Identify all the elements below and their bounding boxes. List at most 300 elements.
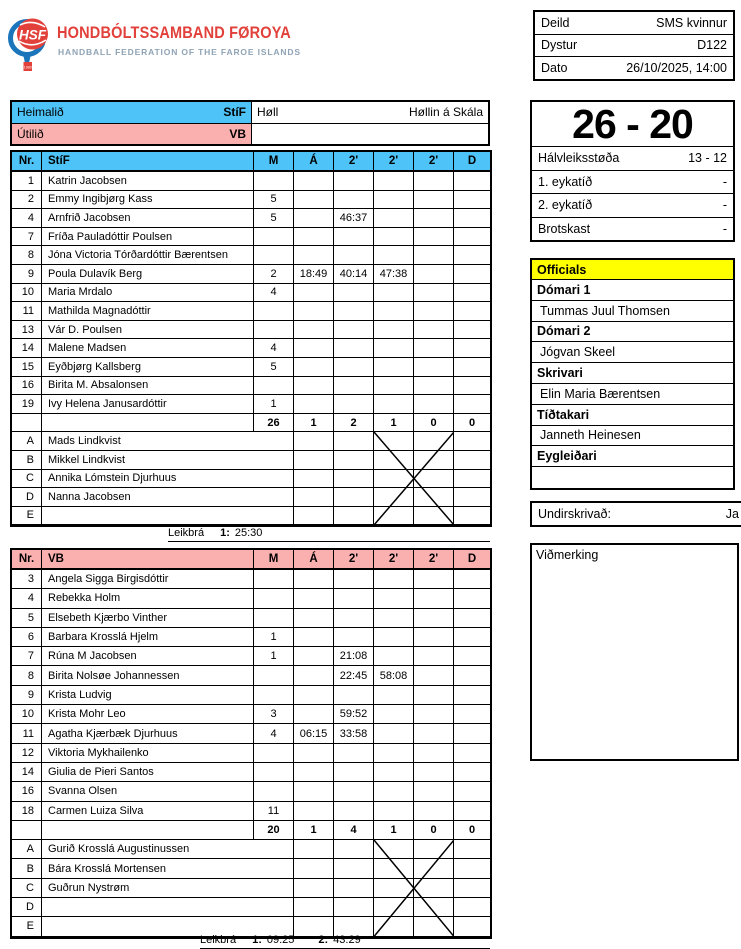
player-number: 15: [12, 358, 42, 376]
player-stat: [334, 191, 374, 209]
bench-stat: [414, 840, 454, 858]
player-stat: [334, 589, 374, 607]
bench-stat: [454, 917, 490, 935]
player-stat: [294, 339, 334, 357]
player-stat: [454, 589, 490, 607]
player-stat: [374, 246, 414, 264]
player-stat: [454, 172, 490, 190]
player-stat: [414, 609, 454, 627]
leikbra-half1-value: 09:25: [266, 934, 295, 946]
player-stat: [414, 377, 454, 395]
player-name: Vár D. Poulsen: [42, 321, 254, 339]
player-stat: [294, 763, 334, 781]
player-stat: [334, 782, 374, 800]
bench-name: Mikkel Lindkvist: [42, 451, 294, 469]
info-label: Deild: [541, 15, 570, 30]
player-name: Jóna Victoria Tórðardóttir Bærentsen: [42, 246, 254, 264]
official-role: Tíðtakari: [532, 405, 733, 426]
bench-stat: [374, 470, 414, 488]
player-stat: 1: [254, 647, 294, 665]
player-number: 6: [12, 628, 42, 646]
player-stat: [454, 628, 490, 646]
info-value: 26/10/2025, 14:00: [626, 60, 727, 75]
player-stat: [294, 705, 334, 723]
player-stat: [294, 395, 334, 413]
player-stat: [374, 339, 414, 357]
column-header: 2': [374, 152, 414, 170]
player-row: [12, 358, 490, 377]
player-stat: [294, 666, 334, 684]
player-row: [12, 321, 490, 340]
player-number: 8: [12, 666, 42, 684]
player-stat: [334, 339, 374, 357]
player-stat: [454, 724, 490, 742]
player-stat: [454, 191, 490, 209]
player-stat: [414, 647, 454, 665]
player-stat: 5: [254, 209, 294, 227]
table-header-row: [12, 550, 490, 570]
player-row: [12, 339, 490, 358]
bench-stat: [454, 451, 490, 469]
column-header: StíF: [42, 152, 254, 170]
player-stat: [454, 358, 490, 376]
bench-stat: [294, 840, 334, 858]
bench-stat: [374, 898, 414, 916]
leikbra-label: Leikbrá: [200, 934, 237, 946]
player-stat: 5: [254, 191, 294, 209]
player-stat: [374, 570, 414, 588]
player-name: Krista Mohr Leo: [42, 705, 254, 723]
player-number: 16: [12, 782, 42, 800]
player-stat: [254, 570, 294, 588]
totals-empty: [12, 821, 42, 839]
bench-row: [12, 859, 490, 878]
player-stat: [334, 570, 374, 588]
player-stat: [454, 570, 490, 588]
teams-block: [10, 100, 490, 146]
player-stat: [294, 228, 334, 246]
player-stat: [254, 744, 294, 762]
score-row-value: -: [722, 174, 727, 189]
player-number: 14: [12, 339, 42, 357]
player-stat: [334, 763, 374, 781]
player-row: [12, 284, 490, 303]
player-stat: [414, 321, 454, 339]
totals-value: 2: [334, 414, 374, 432]
player-number: 14: [12, 763, 42, 781]
player-stat: 2: [254, 265, 294, 283]
player-stat: [294, 744, 334, 762]
player-stat: 5: [254, 358, 294, 376]
player-stat: [334, 228, 374, 246]
signed-box: [530, 501, 741, 527]
player-name: Maria Mrdalo: [42, 284, 254, 302]
official-role: Dómari 2: [532, 322, 733, 343]
player-stat: [294, 246, 334, 264]
column-header: 2': [374, 550, 414, 568]
player-stat: [294, 377, 334, 395]
score-row: [532, 218, 733, 241]
hall-label: Høll: [257, 105, 279, 120]
bench-stat: [374, 879, 414, 897]
org-name: HONDBÓLTSSAMBAND FØROYA: [57, 24, 291, 42]
player-stat: [254, 172, 294, 190]
player-stat: [414, 744, 454, 762]
bench-letter: E: [12, 507, 42, 525]
player-stat: [294, 570, 334, 588]
signed-label: Undirskrivað:: [538, 507, 611, 521]
player-name: Rúna M Jacobsen: [42, 647, 254, 665]
bench-stat: [454, 488, 490, 506]
player-number: 4: [12, 589, 42, 607]
away-team-name: VB: [229, 126, 246, 141]
player-stat: [334, 246, 374, 264]
player-stat: [374, 209, 414, 227]
player-table-home-stif: [10, 150, 492, 527]
player-stat: 22:45: [334, 666, 374, 684]
away-team-row: [12, 124, 488, 145]
bench-stat: [414, 488, 454, 506]
bench-stat: [334, 470, 374, 488]
player-stat: [414, 802, 454, 820]
player-stat: [334, 377, 374, 395]
score-panel: [530, 100, 735, 242]
bench-name: Bára Krosslá Mortensen: [42, 859, 294, 877]
player-stat: [254, 666, 294, 684]
player-stat: [454, 339, 490, 357]
bench-stat: [374, 507, 414, 525]
player-stat: [454, 782, 490, 800]
player-stat: [254, 782, 294, 800]
leikbra-half1-key: 1:: [252, 934, 262, 946]
player-stat: 4: [254, 284, 294, 302]
officials-title: Officials: [532, 260, 733, 280]
bench-stat: [334, 917, 374, 935]
player-stat: [414, 265, 454, 283]
totals-value: 26: [254, 414, 294, 432]
player-row: [12, 686, 490, 705]
bench-letter: E: [12, 917, 42, 935]
bench-name: Mads Lindkvist: [42, 432, 294, 450]
player-number: 16: [12, 377, 42, 395]
bench-stat: [334, 840, 374, 858]
home-team-row: [12, 102, 488, 124]
totals-empty: [12, 414, 42, 432]
official-name: Jógvan Skeel: [532, 342, 733, 363]
player-table-away-vb: [10, 548, 492, 939]
player-stat: [294, 802, 334, 820]
official-role: Eygleiðari: [532, 446, 733, 467]
score-row-label: Hálvleiksstøða: [538, 151, 620, 166]
player-row: [12, 744, 490, 763]
bench-stat: [374, 488, 414, 506]
player-stat: 18:49: [294, 265, 334, 283]
table-header-row: [12, 152, 490, 172]
player-stat: [454, 209, 490, 227]
bench-name: [42, 507, 294, 525]
score-row-label: 2. eykatíð: [538, 198, 593, 213]
player-stat: [414, 686, 454, 704]
score-row-value: -: [722, 222, 727, 237]
player-name: Mathilda Magnadóttir: [42, 302, 254, 320]
player-stat: [414, 191, 454, 209]
column-header: 2': [414, 550, 454, 568]
player-stat: [334, 358, 374, 376]
player-stat: [254, 302, 294, 320]
player-stat: [254, 228, 294, 246]
player-name: Giulia de Pieri Santos: [42, 763, 254, 781]
bench-row: [12, 840, 490, 859]
player-row: [12, 265, 490, 284]
player-stat: [334, 321, 374, 339]
player-stat: [454, 763, 490, 781]
info-value: D122: [697, 38, 727, 53]
player-stat: [294, 302, 334, 320]
column-header: Nr.: [12, 152, 42, 170]
player-stat: [294, 628, 334, 646]
player-stat: [254, 321, 294, 339]
official-role: Dómari 1: [532, 280, 733, 301]
bench-stat: [414, 917, 454, 935]
player-name: Arnfrið Jacobsen: [42, 209, 254, 227]
player-stat: [454, 284, 490, 302]
bench-letter: D: [12, 898, 42, 916]
info-value: SMS kvinnur: [656, 15, 727, 30]
player-stat: [414, 724, 454, 742]
player-stat: [414, 705, 454, 723]
player-name: Birita Nolsøe Johannessen: [42, 666, 254, 684]
player-stat: [454, 609, 490, 627]
column-header: 2': [334, 550, 374, 568]
totals-value: 1: [374, 821, 414, 839]
hsf-federation-logo: [8, 11, 54, 75]
player-stat: [454, 666, 490, 684]
bench-stat: [294, 470, 334, 488]
bench-letter: A: [12, 432, 42, 450]
leikbra-home: [168, 527, 490, 542]
player-name: Agatha Kjærbæk Djurhuus: [42, 724, 254, 742]
bench-stat: [454, 898, 490, 916]
player-stat: [454, 647, 490, 665]
totals-value: 4: [334, 821, 374, 839]
player-stat: [374, 628, 414, 646]
bench-stat: [334, 451, 374, 469]
player-stat: [374, 802, 414, 820]
bench-stat: [414, 859, 454, 877]
column-header: Nr.: [12, 550, 42, 568]
player-stat: [374, 191, 414, 209]
player-stat: [414, 628, 454, 646]
score-row-value: 13 - 12: [688, 151, 727, 166]
player-number: 13: [12, 321, 42, 339]
leikbra-half2-value: 43:29: [333, 934, 361, 946]
player-name: Malene Madsen: [42, 339, 254, 357]
official-name: Elin Maria Bærentsen: [532, 384, 733, 405]
player-stat: [454, 265, 490, 283]
totals-value: 1: [294, 821, 334, 839]
signed-value: Ja: [725, 507, 739, 521]
player-name: Elsebeth Kjærbo Vinther: [42, 609, 254, 627]
player-stat: [334, 284, 374, 302]
player-stat: [374, 395, 414, 413]
match-info-row: [535, 12, 733, 35]
player-name: Angela Sigga Birgisdóttir: [42, 570, 254, 588]
player-stat: [334, 172, 374, 190]
player-stat: [254, 377, 294, 395]
player-number: 10: [12, 284, 42, 302]
player-stat: 46:37: [334, 209, 374, 227]
home-label: Heimalið: [17, 105, 64, 120]
player-stat: [454, 321, 490, 339]
player-name: Rebekka Holm: [42, 589, 254, 607]
hall-cell: [252, 102, 488, 123]
player-stat: [294, 209, 334, 227]
player-stat: 21:08: [334, 647, 374, 665]
bench-stat: [454, 859, 490, 877]
player-row: [12, 228, 490, 247]
hall-name: Høllin á Skála: [408, 105, 483, 120]
player-stat: [374, 744, 414, 762]
player-number: 5: [12, 609, 42, 627]
player-number: 9: [12, 265, 42, 283]
player-row: [12, 209, 490, 228]
bench-stat: [374, 840, 414, 858]
svg-text:HSF: HSF: [19, 27, 46, 43]
player-stat: [414, 209, 454, 227]
bench-letter: C: [12, 879, 42, 897]
player-number: 4: [12, 209, 42, 227]
player-name: Viktoria Mykhailenko: [42, 744, 254, 762]
match-info-row: [535, 35, 733, 58]
player-number: 19: [12, 395, 42, 413]
player-stat: [414, 246, 454, 264]
bench-stat: [294, 432, 334, 450]
player-name: Ivy Helena Janusardóttir: [42, 395, 254, 413]
player-name: Svanna Olsen: [42, 782, 254, 800]
bench-stat: [334, 859, 374, 877]
svg-text:1980: 1980: [23, 65, 32, 70]
column-header: VB: [42, 550, 254, 568]
bench-stat: [414, 507, 454, 525]
player-stat: [454, 246, 490, 264]
player-stat: [414, 763, 454, 781]
player-stat: [334, 302, 374, 320]
official-name: Janneth Heinesen: [532, 426, 733, 447]
player-row: [12, 395, 490, 414]
player-row: [12, 377, 490, 396]
bench-stat: [294, 451, 334, 469]
official-name: [532, 467, 733, 488]
player-stat: 47:38: [374, 265, 414, 283]
info-label: Dystur: [541, 38, 578, 53]
player-name: Barbara Krosslá Hjelm: [42, 628, 254, 646]
player-number: 2: [12, 191, 42, 209]
bench-stat: [334, 898, 374, 916]
bench-stat: [334, 488, 374, 506]
player-stat: [374, 172, 414, 190]
player-number: 7: [12, 647, 42, 665]
player-number: 1: [12, 172, 42, 190]
officials-panel: [530, 258, 735, 490]
player-row: [12, 802, 490, 821]
player-row: [12, 724, 490, 743]
player-stat: [254, 246, 294, 264]
bench-name: Guðrun Nystrøm: [42, 879, 294, 897]
score-row: [532, 147, 733, 171]
bench-name: [42, 898, 294, 916]
bench-stat: [294, 859, 334, 877]
column-header: Á: [294, 550, 334, 568]
player-name: Emmy Ingibjørg Kass: [42, 191, 254, 209]
player-row: [12, 609, 490, 628]
empty-cell: [252, 124, 488, 145]
player-stat: [374, 686, 414, 704]
player-stat: [374, 589, 414, 607]
bench-stat: [374, 917, 414, 935]
player-stat: [294, 321, 334, 339]
totals-value: 20: [254, 821, 294, 839]
player-row: [12, 172, 490, 191]
player-stat: [414, 395, 454, 413]
bench-stat: [294, 488, 334, 506]
player-number: 10: [12, 705, 42, 723]
player-stat: [414, 589, 454, 607]
player-row: [12, 589, 490, 608]
player-stat: 1: [254, 395, 294, 413]
leikbra-away: [200, 934, 490, 949]
match-info-row: [535, 57, 733, 79]
player-number: 8: [12, 246, 42, 264]
player-stat: 3: [254, 705, 294, 723]
player-row: [12, 705, 490, 724]
score-row-label: 1. eykatíð: [538, 174, 593, 189]
player-row: [12, 191, 490, 210]
player-stat: [414, 339, 454, 357]
player-stat: [294, 172, 334, 190]
column-header: Á: [294, 152, 334, 170]
leikbra-half-value: 25:30: [234, 527, 263, 539]
player-stat: [334, 744, 374, 762]
bench-stat: [374, 432, 414, 450]
bench-stat: [414, 470, 454, 488]
player-stat: [254, 763, 294, 781]
player-stat: [254, 686, 294, 704]
player-number: 7: [12, 228, 42, 246]
totals-value: 0: [468, 824, 476, 836]
player-stat: [374, 782, 414, 800]
player-stat: [334, 686, 374, 704]
player-row: [12, 628, 490, 647]
bench-row: [12, 470, 490, 489]
score-row-label: Brotskast: [538, 222, 591, 237]
player-row: [12, 302, 490, 321]
column-header: M: [254, 550, 294, 568]
bench-name: [42, 917, 294, 935]
player-number: 3: [12, 570, 42, 588]
player-stat: [454, 302, 490, 320]
totals-value: 1: [374, 414, 414, 432]
bench-stat: [414, 432, 454, 450]
player-stat: [414, 284, 454, 302]
player-stat: [374, 377, 414, 395]
player-number: 11: [12, 724, 42, 742]
player-stat: [454, 705, 490, 723]
player-stat: [414, 172, 454, 190]
bench-letter: D: [12, 488, 42, 506]
player-row: [12, 782, 490, 801]
bench-name: Annika Lómstein Djurhuus: [42, 470, 294, 488]
player-stat: [454, 802, 490, 820]
